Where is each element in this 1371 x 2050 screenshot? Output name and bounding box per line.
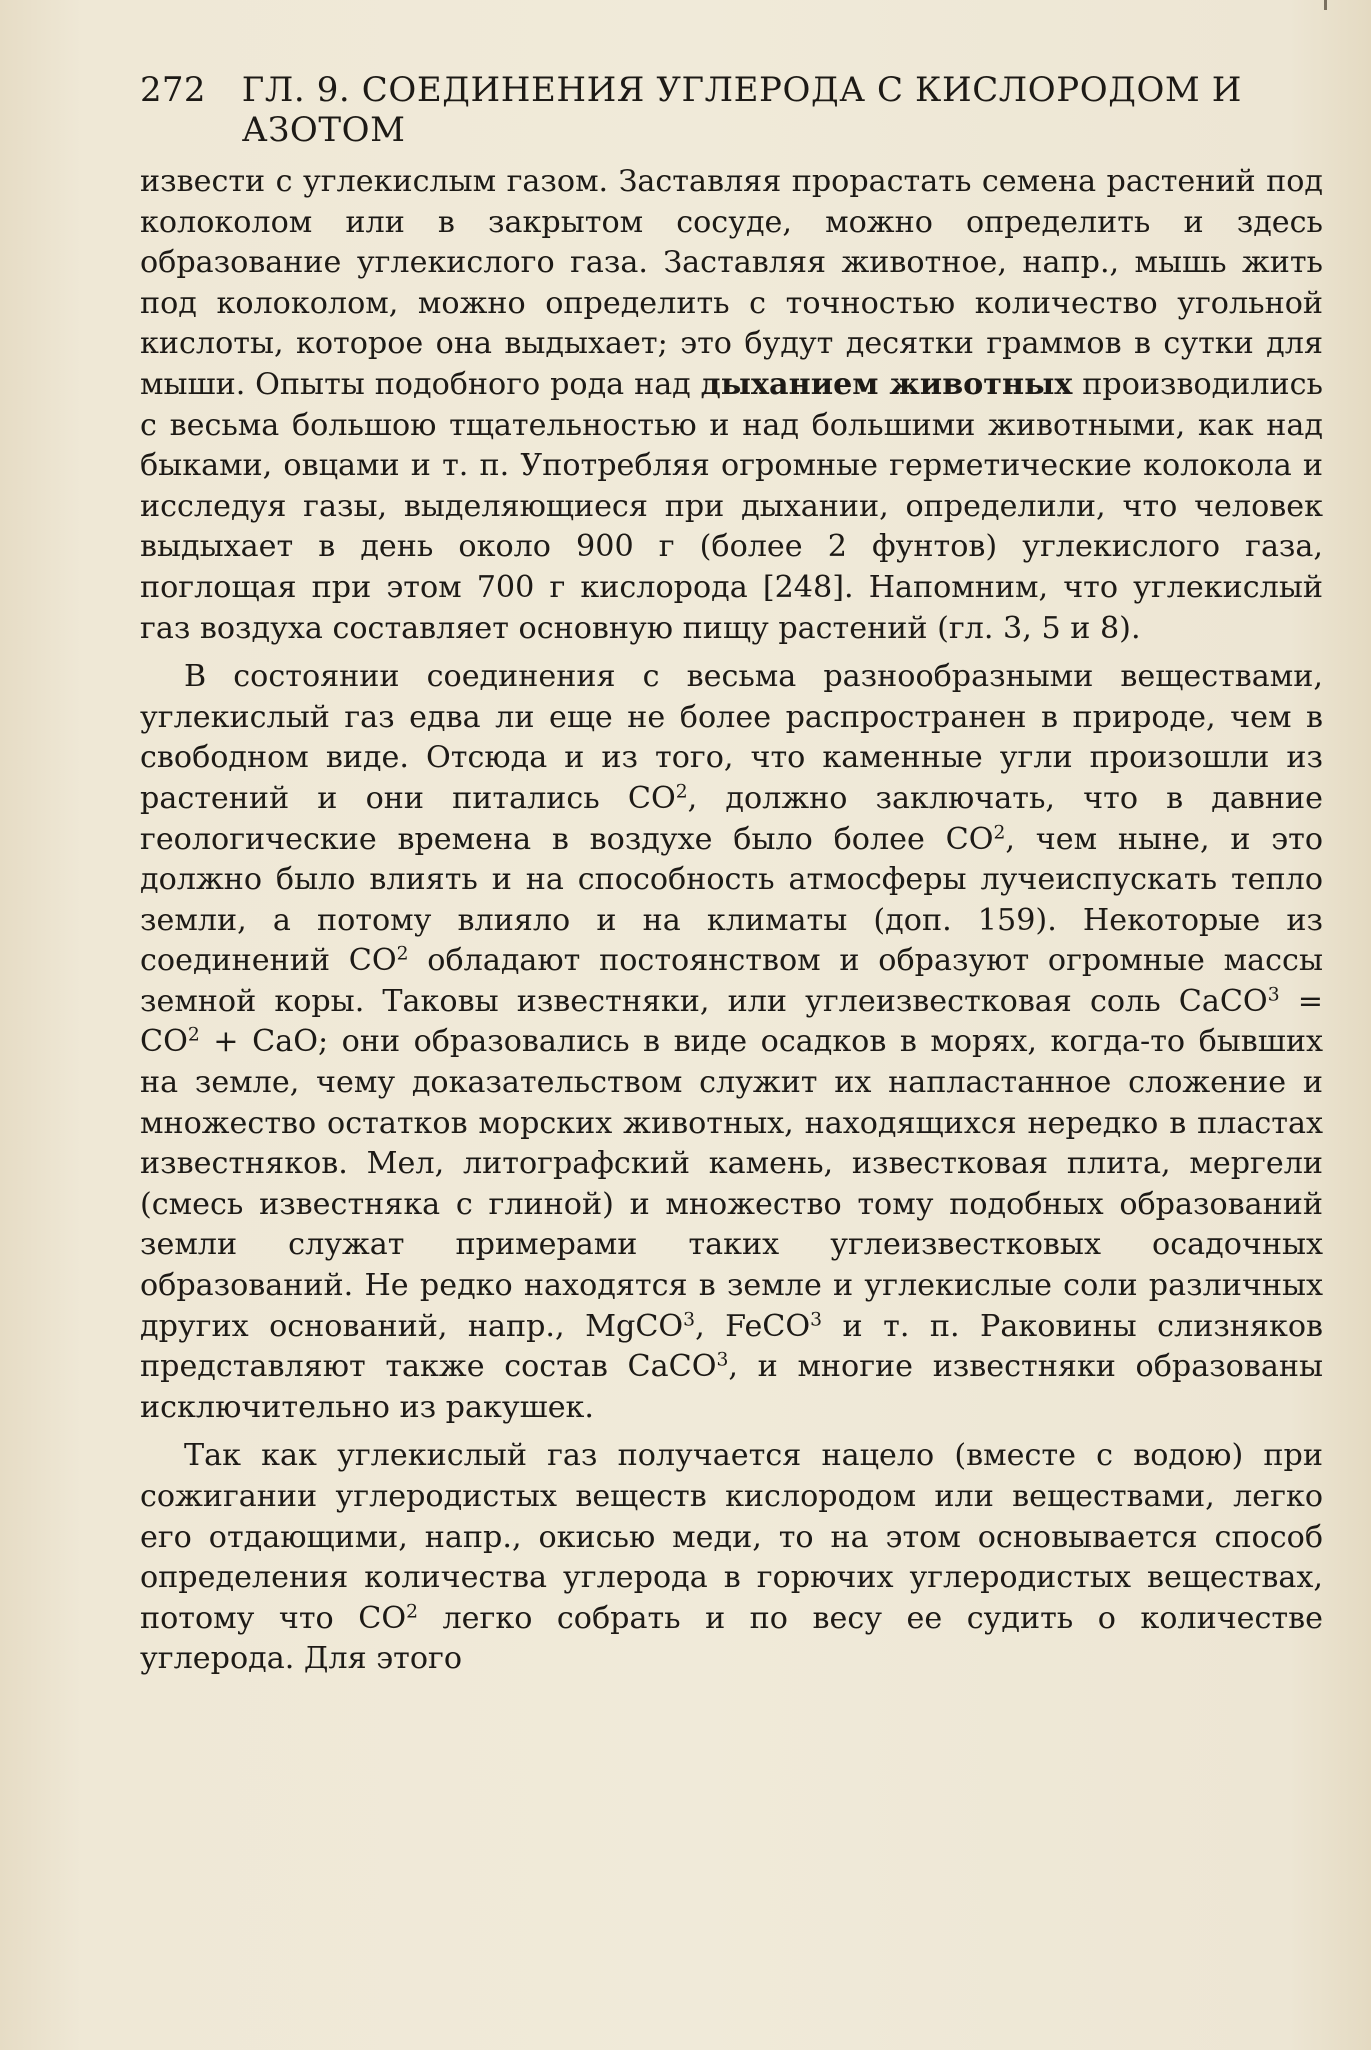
paragraph-2-part-1: В состоянии соединения с весьма разнообразными веществами, углекислый газ едва ли еще не более распространен в природе, чем в свободном виде. Отсюда и из того, что каменные угли произошли из растений и они питались CO: [140, 659, 1323, 816]
paragraph-1-part-1: извести с углекислым газом. Заставляя прорастать семена растений под колоколом или в закрытом сосуде, можно определить и здесь образование углекислого газа. Заставляя животное, напр., мышь жить под колоколом, можно определить с точностью количество угольной кислоты, которое она выдыхает; это будут десятки граммов в сутки для мыши. Опыты подобного рода над: [140, 164, 1323, 402]
page-number: 272: [140, 70, 206, 110]
page-header: [140, 70, 1312, 150]
paragraph-2-part-7: , FeCO: [695, 1308, 811, 1344]
superscript: 3: [810, 1309, 823, 1331]
body-text: [140, 162, 1323, 1680]
paragraph-2-part-5: = CO: [140, 983, 1323, 1060]
bold-term: дыханием животных: [700, 366, 1073, 402]
paragraph-2-part-2: , должно заключать, что в давние геологические времена в воздухе было более CO: [140, 780, 1323, 857]
paragraph-1: [140, 162, 1323, 649]
paragraph-2: [140, 657, 1323, 1428]
page-edge-mark: [1324, 0, 1327, 10]
paragraph-1-part-2: производились с весьма большою тщательностью и над большими животными, как над быками, овцами и т. п. Употребляя огромные герметические колокола и исследуя газы, выделяющиеся при дыхании, определили, что человек выдыхает в день около 900 г (более 2 фунтов) углекислого газа, поглощая при этом 700 г кислорода [248]. Напомним, что углекислый газ воздуха составляет основную пищу растений (гл. 3, 5 и 8).: [140, 366, 1323, 646]
superscript: 3: [683, 1309, 696, 1331]
superscript: 2: [406, 1601, 418, 1623]
superscript: 3: [716, 1349, 729, 1371]
superscript: 2: [396, 943, 409, 965]
paragraph-2-part-4: обладают постоянством и образуют огромные массы земной коры. Таковы известняки, или углеизвестковая соль CaCO: [140, 943, 1323, 1019]
paragraph-3-part-1: Так как углекислый газ получается нацело (вместе с водою) при сожигании углеродистых веществ кислородом или веществами, легко его отдающими, напр., окисью меди, то на этом основывается способ определения количества углерода в горючих углеродистых веществах, потому что CO: [140, 1438, 1323, 1636]
superscript: 2: [187, 1025, 200, 1047]
paragraph-2-part-8: и т. п. Раковины слизняков представляют также состав CaCO: [140, 1308, 1323, 1385]
paragraph-2-part-6: + CaO; они образовались в виде осадков в морях, когда-то бывших на земле, чему доказательством служит их напластанное сложение и множество остатков морских животных, находящихся нередко в пластах известняков. Мел, литографский камень, известковая плита, мергели (смесь известняка с глиной) и множество тому подобных образований земли служат примерами таких углеизвестковых осадочных образований. Не редко находятся в земле и углекислые соли различных других оснований, напр., MgCO: [140, 1024, 1323, 1344]
running-title: ГЛ. 9. СОЕДИНЕНИЯ УГЛЕРОДА С КИСЛОРОДОМ И АЗОТОМ: [241, 70, 1242, 150]
paragraph-2-part-3: , чем ныне, и это должно было влиять и на способность атмосферы лучеиспускать тепло земли, а потому влияло и на климаты (доп. 159). Некоторые из соединений CO: [140, 821, 1323, 979]
paragraph-3: [140, 1436, 1323, 1680]
superscript: 3: [1267, 984, 1280, 1006]
superscript: 2: [675, 781, 688, 803]
paragraph-2-part-9: , и многие известняки образованы исключительно из ракушек.: [140, 1349, 1323, 1425]
paragraph-3-part-2: легко собрать и по весу ее судить о количестве углерода. Для этого: [140, 1600, 1323, 1677]
superscript: 2: [993, 822, 1006, 844]
